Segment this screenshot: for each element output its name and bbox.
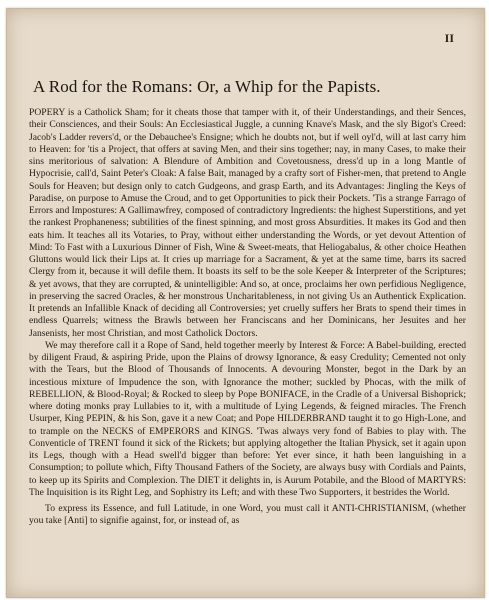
page-number: II [444,31,454,45]
body-text [29,107,466,528]
document-page [6,8,485,598]
paragraph-3: To express its Essence, and full Latitude, in one Word, you must call it ANTI-CHRISTIANISM, (whether you take [Anti] to signifie against, for, or instead of, as [29,503,466,527]
paragraph-2: We may therefore call it a Rope of Sand, held together meerly by Interest & Force: A Babel-building, erected by diligent Fraud, & aspiring Pride, upon the Plains of drowsy Ignorance, & easy Credulity; Cemented not only with the Tears, but the Blood of Thousands of Innocents. A devouring Monster, begot in the Dark by an incestious mixture of Impudence the son, with Ignorance the mother; suckled by Phocas, with the milk of REBELLION, & Blood-Royal; & Rocked to sleep by Pope BONIFACE, in the Cradle of a Universal Bishoprick; where doting monks pray Lullabies to it, with a multitude of Lying Legends, & feigned miracles. The French Usurper, King PEPIN, & his Son, gave it a new Coat; and Pope HILDERBRAND taught it to go High-Lone, and to trample on the NECKS of EMPERORS and KINGS. 'Twas always very fond of Babies to play with. The Conventicle of TRENT found it sick of the Rickets; but applying altogether the Italian Physick, set it again upon its Legs, though with a Head swell'd bigger than before: Yet ever since, it hath been languishing in a Consumption; to pollute which, Fifty Thousand Fathers of the Society, are always busy with Cordials and Paints, to keep up its Spirits and Complexion. The DIET it delights in, is Aurum Potabile, and the Blood of MARTYRS: The Inquisition is its Right Leg, and Sophistry its Left; and with these Two Supporters, it bestrides the World. [29,339,466,498]
paragraph-1: POPERY is a Catholick Sham; for it cheats those that tamper with it, of their Understandings, and their Sences, their Consciences, and their Souls: An Ecclesiastical Juggle, a cunning Knave's Mask, and the sly Bigot's Creed: Jacob's Ladder revers'd, or the Debauchee's Ensigne; which he doubts not, but if well oyl'd, will at last carry him to Heaven: for 'tis a Project, that offers at saving Men, and their sins together; nay, in many Cases, to make their sins meritorious of salvation: A Blendure of Ambition and Covetousness, dress'd up in a long Mantle of Hypocrisie, call'd, Saint Peter's Cloak: A false Bait, managed by a crafty sort of Fisher-men, that pretend to Angle Souls for Heaven; but design only to catch Gudgeons, and grasp Earth, and its Advantages: Jingling the Keys of Paradise, on purpose to Amuse the Croud, and to get Opportunities to pick their Pockets. 'Tis a strange Farrago of Errors and Impostures: A Gallimawfrey, composed of contradictory Ingredients: the highest Superstitions, and yet the rankest Prophaneness; subtilities of the finest spinning, and most gross Absurdities. It makes its God and then eats him. It teaches all its Votaries, to Pray, without either understanding the Words, or yet devout Attention of Mind: To Fast with a Luxurious Dinner of Fish, Wine & Sweet-meats, that Heliogabalus, & other choice Heathen Gluttons would lick their Lips at. It cries up marriage for a Sacrament, & yet at the same time, barrs its sacred Clergy from it, because it will defile them. It boasts its self to be the sole Keeper & Interpreter of the Scriptures; & yet avows, that they are corrupted, & unintelligible: And so, at once, proclaims her own perfidious Negligence, in preserving the sacred Oracles, & her monstrous Uncharitableness, in not giving Us an Authentick Explication. It pretends an Infallible Knack of deciding all Controversies; yet cruelly suffers her Brats to spend their times in endless Quarrels; witness the Brawls between her Franciscans and her Dominicans, her Jesuites and her Jansenists, her most Christian, and most Catholick Doctors. [29,107,466,339]
document-title: A Rod for the Romans: Or, a Whip for the Papists. [33,77,381,96]
